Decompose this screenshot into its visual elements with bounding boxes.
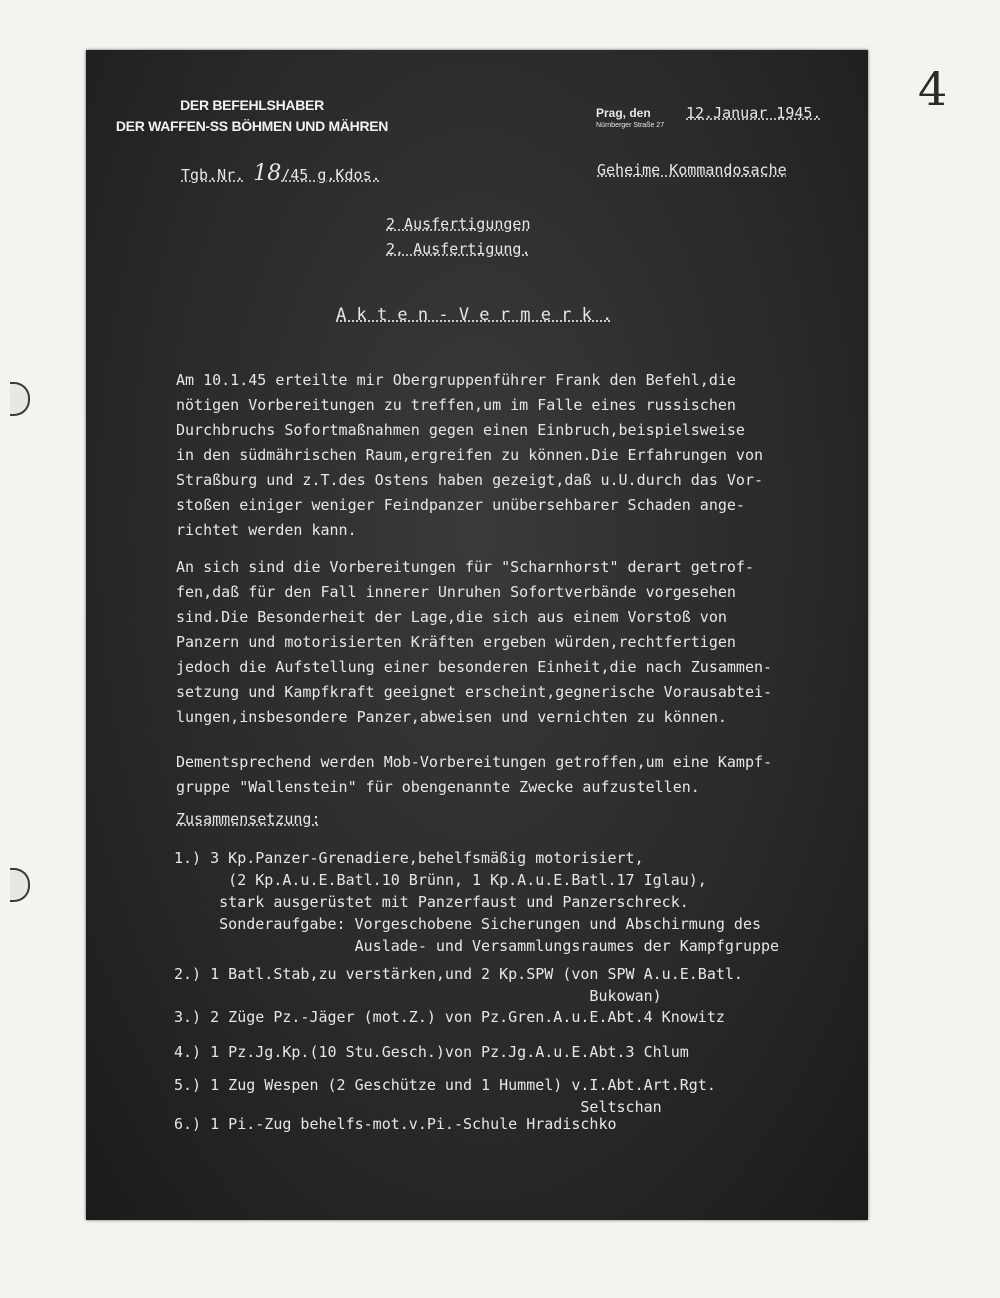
list-item: 3.) 2 Züge Pz.-Jäger (mot.Z.) von Pz.Gren.A.u.E.Abt.4 Knowitz: [174, 1008, 725, 1026]
place-date-block: [596, 106, 866, 129]
date: 12.Januar 1945.: [686, 104, 822, 122]
copy-number: 2. Ausfertigung.: [386, 240, 531, 258]
street-address: Nürnberger Straße 27: [596, 122, 665, 129]
journal-prefix: Tgb.Nr.: [181, 166, 245, 184]
paragraph: An sich sind die Vorbereitungen für "Scharnhorst" derart getrof- fen,daß für den Fall innerer Unruhen Sofortverbände vorgesehen sind.Die Besonderheit der Lage,die sich aus einem Vorstoß von Panzern und motorisierten Kräften ergeben würden,rechtfertigen jedoch die Aufstellung einer besonderen Einheit,die nach Zusammen- setzung und Kampfkraft geeignet erscheint,gegnerische Vorausabtei- lungen,insbesondere Panzer,abweisen und vernichten zu können.: [176, 558, 773, 726]
list-item: 4.) 1 Pz.Jg.Kp.(10 Stu.Gesch.)von Pz.Jg.A.u.E.Abt.3 Chlum: [174, 1043, 689, 1061]
photostat-sheet: [86, 50, 868, 1220]
copies-total: 2 Ausfertigungen: [386, 215, 531, 233]
list-item: 6.) 1 Pi.-Zug behelfs-mot.v.Pi.-Schule Hradischko: [174, 1115, 617, 1133]
punch-hole: [10, 868, 30, 902]
paragraph: Am 10.1.45 erteilte mir Obergruppenführer Frank den Befehl,die nötigen Vorbereitungen zu treffen,um im Falle eines russischen Durchbruchs Sofortmaßnahmen gegen einen Einbruch,beispielsweise in den südmährischen Raum,ergreifen zu können.Die Erfahrungen von Straßburg und z.T.des Ostens haben gezeigt,daß u.U.durch das Vor- stoßen einiger weniger Feindpanzer unübersehbarer Schaden ange- richtet werden kann.: [176, 371, 763, 539]
letterhead-line: DER BEFEHLSHABER: [180, 97, 324, 113]
page-number: 4: [918, 62, 948, 116]
journal-suffix: /45 g.Kdos.: [281, 166, 381, 184]
journal-number: [181, 161, 381, 186]
list-item: 5.) 1 Zug Wespen (2 Geschütze und 1 Hummel) v.I.Abt.Art.Rgt. Seltschan: [174, 1076, 716, 1116]
handwritten-number: 18: [253, 161, 282, 186]
document-title: A k t e n - V e r m e r k .: [336, 305, 613, 325]
classification: Geheime Kommandosache: [597, 161, 787, 179]
copies-block: [386, 212, 531, 262]
punch-hole: [10, 382, 30, 416]
list-item: 1.) 3 Kp.Panzer-Grenadiere,behelfsmäßig motorisiert, (2 Kp.A.u.E.Batl.10 Brünn, 1 Kp.A.u.E.Batl.17 Iglau), stark ausgerüstet mit Panzerfaust und Panzerschreck. Sonderaufgabe: Vorgeschobene Sicherungen und Abschirmung des Auslade- und Versammlungsraumes der Kampfgruppe: [174, 849, 780, 955]
letterhead-line: DER WAFFEN-SS BÖHMEN UND MÄHREN: [115, 118, 389, 134]
place-label: Prag, den: [596, 106, 651, 120]
paragraph: Dementsprechend werden Mob-Vorbereitungen getroffen,um eine Kampf- gruppe "Wallenstein" für obengenannte Zwecke aufzustellen.: [176, 753, 773, 796]
composition-heading: Zusammensetzung:: [176, 810, 321, 828]
list-item: 2.) 1 Batl.Stab,zu verstärken,und 2 Kp.SPW (von SPW A.u.E.Batl. Bukowan): [174, 965, 743, 1005]
letterhead: [92, 95, 412, 137]
